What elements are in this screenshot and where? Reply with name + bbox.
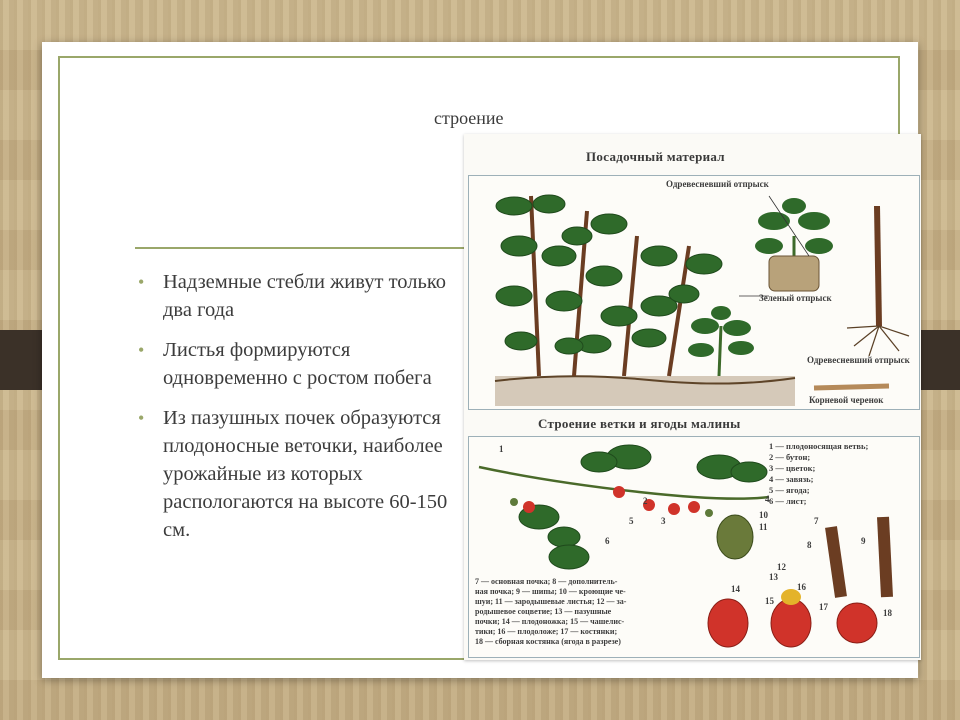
- label-root-cutting: Корневой черенок: [809, 395, 884, 405]
- legend-line: 3 — цветок;: [769, 463, 816, 473]
- number-label: 13: [769, 572, 778, 582]
- legend-line: родышевое соцветие; 13 — пазушные: [475, 607, 612, 616]
- number-label: 10: [759, 510, 768, 520]
- bullet-text: Надземные стебли живут только два года: [163, 271, 446, 321]
- number-label: 16: [797, 582, 806, 592]
- number-label: 1: [499, 444, 504, 454]
- legend-line: 5 — ягода;: [769, 485, 810, 495]
- legend-line: 6 — лист;: [769, 496, 807, 506]
- number-label: 11: [759, 522, 768, 532]
- legend-line: тики; 16 — плодоложе; 17 — костянки;: [475, 627, 618, 636]
- bullet-dot: •: [138, 408, 145, 428]
- bullet-dot: •: [138, 340, 145, 360]
- label-woody-shoot-top: Одревесневший отпрыск: [666, 179, 769, 189]
- number-label: 7: [814, 516, 819, 526]
- legend-bottom: [475, 577, 626, 647]
- bullet-item: [132, 336, 472, 392]
- planting-material-drawing: [469, 176, 919, 409]
- label-green-shoot: Зеленый отпрыск: [759, 293, 832, 303]
- legend-line: 4 — завязь;: [769, 474, 814, 484]
- raspberry-illustration: [464, 134, 921, 660]
- bullet-list: [132, 268, 472, 556]
- bullet-item: [132, 268, 472, 324]
- number-label: 2: [643, 496, 648, 506]
- number-label: 6: [605, 536, 610, 546]
- planting-material-panel: [468, 175, 920, 410]
- legend-line: шуи; 11 — зародышевые листья; 12 — за-: [475, 597, 627, 606]
- legend-line: 1 — плодоносящая ветвь;: [769, 441, 869, 451]
- branch-berry-panel: [468, 436, 920, 658]
- number-label: 17: [819, 602, 828, 612]
- legend-line: 2 — бутон;: [769, 452, 811, 462]
- branch-berry-title: Строение ветки и ягоды малины: [538, 416, 741, 431]
- bullet-item: [132, 404, 472, 544]
- number-label: 8: [807, 540, 812, 550]
- number-label: 3: [661, 516, 666, 526]
- planting-material-title: Посадочный материал: [586, 149, 725, 164]
- legend-right: [769, 441, 868, 507]
- number-label: 12: [777, 562, 786, 572]
- number-label: 14: [731, 584, 740, 594]
- slide: [42, 42, 918, 678]
- label-woody-shoot-bottom: Одревесневший отпрыск: [807, 355, 910, 365]
- legend-line: почки; 14 — плодоножка; 15 — чашелис-: [475, 617, 625, 626]
- number-label: 5: [629, 516, 634, 526]
- title-rule: [135, 247, 465, 249]
- slide-title: строение: [434, 108, 504, 128]
- legend-line: 18 — сборная костянка (ягода в разрезе): [475, 637, 621, 646]
- bullet-dot: •: [138, 272, 145, 292]
- bullet-text: Из пазушных почек образуются плодоносные веточки, наиболее урожайные из которых распологаются на высоте 60-150 см.: [163, 407, 448, 541]
- dark-band-right: [916, 330, 960, 390]
- legend-line: 7 — основная почка; 8 — дополнитель-: [475, 577, 618, 586]
- number-label: 4: [765, 494, 770, 504]
- legend-line: ная почка; 9 — шипы; 10 — кроющие че-: [475, 587, 626, 596]
- number-label: 15: [765, 596, 774, 606]
- number-label: 9: [861, 536, 866, 546]
- number-label: 18: [883, 608, 892, 618]
- bullet-text: Листья формируются одновременно с ростом побега: [163, 339, 432, 389]
